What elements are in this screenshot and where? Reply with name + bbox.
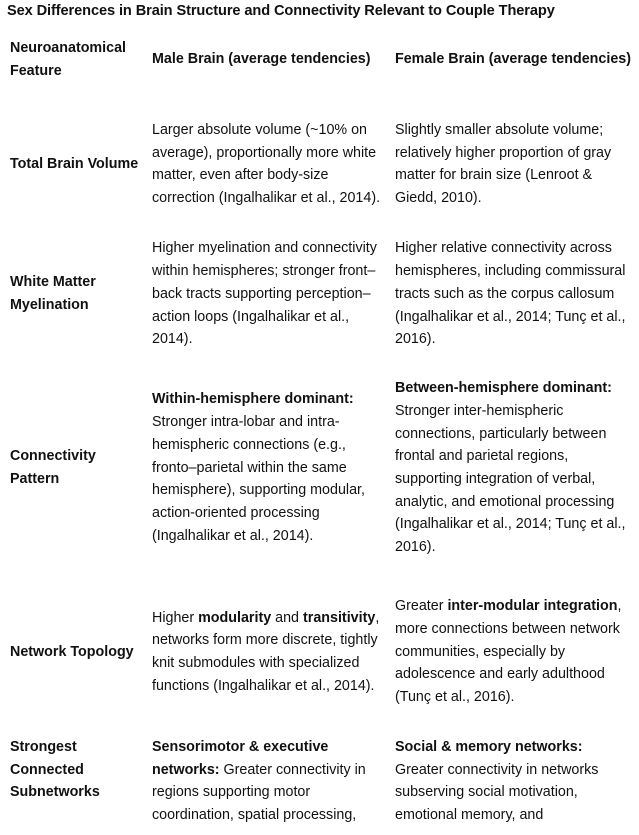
feature-cell: Total Brain Volume [10,156,139,173]
female-cell [388,359,636,576]
header-male: Male Brain (average tendencies) [152,51,371,68]
cell-text: , networks form more discrete, tightly knit submodules with specialized functions (Ingalhalikar et al., 2014). [152,609,380,694]
table-row [3,576,636,727]
cell-text: Higher [152,609,199,626]
female-cell: Slightly smaller absolute volume; relatively higher proportion of gray matter for brain size (Lenroot & Giedd, 2010). [395,122,612,207]
table-row [3,99,636,228]
male-cell: Larger absolute volume (~10% on average), proportionally more white matter, even after body-size correction (Ingalhalikar et al., 2014). [152,122,381,207]
cell-text: Greater [395,598,448,615]
male-cell: Higher myelination and connectivity within hemispheres; stronger front–back tracts supporting perception–action loops (Ingalhalikar et al., 2014). [152,240,377,348]
male-cell [145,727,388,835]
cell-emphasis: inter-modular integration [447,598,618,615]
cell-text: Greater connectivity in networks subserving social motivation, emotional memory, and [395,761,599,824]
feature-cell: Connectivity Pattern [10,448,96,487]
comparison-table [3,28,636,835]
cell-text: , more connections between network communities, especially by adolescence and early adulthood (Tunç et al., 2016). [395,598,622,705]
table-header-row [3,28,636,99]
male-cell [145,359,388,576]
cell-lead: Social & memory networks: [395,738,583,755]
cell-text: and [271,609,303,626]
document-title: Sex Differences in Brain Structure and Connectivity Relevant to Couple Therapy [7,3,555,19]
cell-lead: Within-hemisphere dominant: [152,391,354,408]
female-cell [388,727,636,835]
cell-text: Greater connectivity in regions supporting motor coordination, spatial processing, [152,761,366,824]
cell-lead: Sensorimotor & executive networks: [152,738,329,778]
feature-cell: Network Topology [10,643,134,660]
table-row [3,359,636,576]
female-cell [388,576,636,727]
feature-cell: White Matter Myelination [10,274,96,314]
cell-text: Stronger inter-hemispheric connections, particularly between frontal and parietal regions, supporting integration of verbal, analytic, and emotional processing (Ingalhalikar et al., 2014; Tunç et al., 2016). [395,402,626,556]
male-cell [145,576,388,727]
feature-cell: Strongest Connected Subnetworks [10,738,100,801]
cell-emphasis: modularity [198,609,272,626]
table-row [3,727,636,835]
cell-lead: Between-hemisphere dominant: [395,380,612,397]
table-row [3,228,636,359]
header-feature: Neuroanatomical Feature [10,40,126,79]
cell-emphasis: transitivity [303,609,376,626]
cell-text: Stronger intra-lobar and intra-hemispheric connections (e.g., fronto–parietal within the same hemisphere), supporting modular, action-oriented processing (Ingalhalikar et al., 2014). [152,414,365,544]
header-female: Female Brain (average tendencies) [395,51,631,68]
female-cell: Higher relative connectivity across hemispheres, including commissural tracts such as the corpus callosum (Ingalhalikar et al., 2014; Tunç et al., 2016). [395,240,626,348]
